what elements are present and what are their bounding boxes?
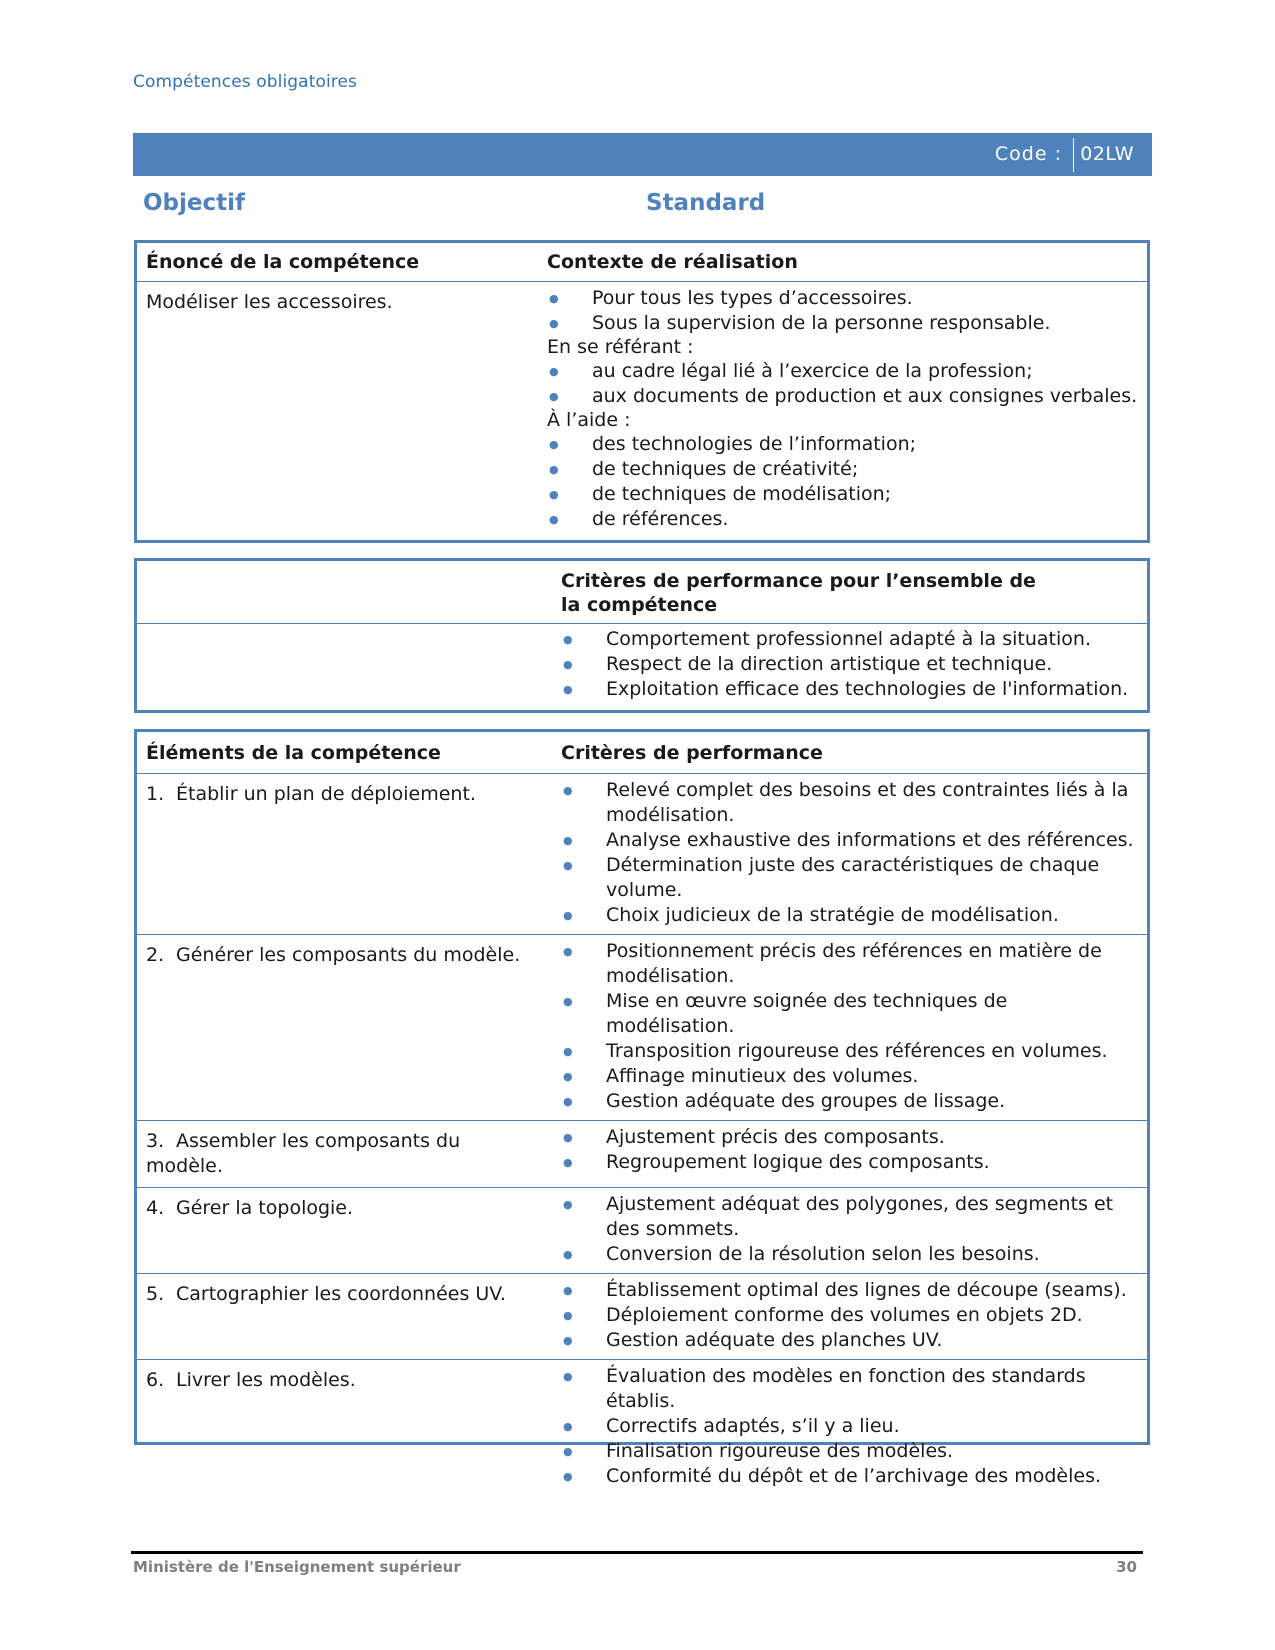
- enonce-text: Modéliser les accessoires.: [146, 291, 393, 313]
- criteria-cell: [547, 1274, 1147, 1359]
- list-item: ● Ajustement adéquat des polygones, des segments et des sommets.: [561, 1192, 1141, 1242]
- running-header-title: Compétences obligatoires: [133, 72, 358, 92]
- empty-cell: [137, 561, 547, 623]
- element-cell: [137, 774, 547, 934]
- element-cell: [137, 935, 547, 1120]
- ensemble-header: Critères de performance pour l’ensemble de la compétence: [561, 570, 1036, 616]
- page-number: 30: [1116, 1558, 1137, 1576]
- element-text: Cartographier les coordonnées UV.: [176, 1283, 506, 1305]
- list-item: ● Relevé complet des besoins et des contraintes liés à la modélisation.: [561, 778, 1141, 828]
- footer-publisher: Ministère de l'Enseignement supérieur: [133, 1558, 461, 1576]
- list-item: ● Regroupement logique des composants.: [561, 1150, 1141, 1175]
- contexte-list-1: [547, 286, 1141, 336]
- element-cell: [137, 1188, 547, 1273]
- list-item: ● Mise en œuvre soignée des techniques de modélisation.: [561, 989, 1141, 1039]
- table-row: [137, 1359, 1147, 1495]
- criteria-cell: [547, 774, 1147, 934]
- element-text: Gérer la topologie.: [176, 1197, 354, 1219]
- list-item: ● aux documents de production et aux consignes verbales.: [547, 384, 1141, 409]
- element-number: 4.: [146, 1197, 165, 1219]
- list-item: ● Évaluation des modèles en fonction des standards établis.: [561, 1364, 1141, 1414]
- element-text: Livrer les modèles.: [176, 1369, 356, 1391]
- criteria-cell: [547, 1188, 1147, 1273]
- list-item: ● Pour tous les types d’accessoires.: [547, 286, 1141, 311]
- criteria-list: [561, 1364, 1141, 1489]
- contexte-cell: [547, 282, 1147, 538]
- table-row: [137, 1187, 1147, 1273]
- table-row: [137, 773, 1147, 934]
- elements-table: [134, 729, 1150, 1487]
- list-item: ● Correctifs adaptés, s’il y a lieu.: [561, 1414, 1141, 1439]
- ensemble-table: [134, 558, 1150, 713]
- contexte-label-referant: En se référant :: [547, 336, 694, 358]
- list-item: ● de références.: [547, 507, 1141, 532]
- code-separator: [1073, 138, 1074, 172]
- list-item: ● Détermination juste des caractéristiques de chaque volume.: [561, 853, 1141, 903]
- element-text: Établir un plan de déploiement.: [176, 783, 476, 805]
- empty-cell: [137, 624, 547, 708]
- criteria-cell: [547, 935, 1147, 1120]
- element-cell: [137, 1274, 547, 1359]
- list-item: ● Analyse exhaustive des informations et des références.: [561, 828, 1141, 853]
- ensemble-criteria-cell: [547, 624, 1147, 708]
- criteria-list: [561, 1278, 1141, 1353]
- criteria-list: [561, 939, 1141, 1114]
- ensemble-table-body: [137, 623, 1147, 708]
- code-bar: [133, 133, 1152, 176]
- list-item: ● Sous la supervision de la personne responsable.: [547, 311, 1141, 336]
- enonce-header: Énoncé de la compétence: [146, 251, 420, 273]
- enonce-table-header: [137, 243, 1147, 281]
- table-row: [137, 1120, 1147, 1187]
- list-item: ● Affinage minutieux des volumes.: [561, 1064, 1141, 1089]
- contexte-list-3: [547, 432, 1141, 532]
- criteres-header: Critères de performance: [561, 742, 823, 764]
- list-item: ● Ajustement précis des composants.: [561, 1125, 1141, 1150]
- element-text: Assembler les composants du modèle.: [146, 1130, 461, 1177]
- list-item: ● Conformité du dépôt et de l’archivage des modèles.: [561, 1464, 1141, 1489]
- section-title-objectif: Objectif: [143, 190, 246, 216]
- list-item: ● Comportement professionnel adapté à la situation.: [561, 627, 1141, 652]
- enonce-table: [134, 240, 1150, 543]
- list-item: ● Conversion de la résolution selon les besoins.: [561, 1242, 1141, 1267]
- element-number: 3.: [146, 1130, 165, 1152]
- criteria-list: [561, 1125, 1141, 1175]
- list-item: ● des technologies de l’information;: [547, 432, 1141, 457]
- elements-table-header: [137, 732, 1147, 773]
- element-number: 5.: [146, 1283, 165, 1305]
- criteria-list: [561, 778, 1141, 928]
- list-item: ● au cadre légal lié à l’exercice de la profession;: [547, 359, 1141, 384]
- contexte-label-aide: À l’aide :: [547, 409, 631, 431]
- element-number: 1.: [146, 783, 165, 805]
- enonce-table-body: [137, 281, 1147, 538]
- list-item: ● Établissement optimal des lignes de découpe (seams).: [561, 1278, 1141, 1303]
- criteria-list: [561, 1192, 1141, 1267]
- code-value: 02LW: [1080, 143, 1134, 165]
- element-number: 6.: [146, 1369, 165, 1391]
- contexte-header: Contexte de réalisation: [547, 251, 798, 273]
- list-item: ● Gestion adéquate des planches UV.: [561, 1328, 1141, 1353]
- list-item: ● de techniques de créativité;: [547, 457, 1141, 482]
- list-item: ● Choix judicieux de la stratégie de modélisation.: [561, 903, 1141, 928]
- table-row: [137, 934, 1147, 1120]
- list-item: ● Gestion adéquate des groupes de lissage.: [561, 1089, 1141, 1114]
- list-item: ● Respect de la direction artistique et technique.: [561, 652, 1141, 677]
- element-cell: [137, 1360, 547, 1495]
- element-cell: [137, 1121, 547, 1187]
- ensemble-table-header: [137, 561, 1147, 623]
- list-item: ● de techniques de modélisation;: [547, 482, 1141, 507]
- list-item: ● Positionnement précis des références en matière de modélisation.: [561, 939, 1141, 989]
- ensemble-criteria-list: [561, 627, 1141, 702]
- criteria-cell: [547, 1121, 1147, 1187]
- criteria-cell: [547, 1360, 1147, 1495]
- list-item: ● Exploitation efficace des technologies de l'information.: [561, 677, 1141, 702]
- code-label: Code :: [994, 143, 1062, 165]
- list-item: ● Transposition rigoureuse des références en volumes.: [561, 1039, 1141, 1064]
- element-text: Générer les composants du modèle.: [176, 944, 521, 966]
- elements-header: Éléments de la compétence: [146, 742, 441, 764]
- list-item: ● Déploiement conforme des volumes en objets 2D.: [561, 1303, 1141, 1328]
- contexte-list-2: [547, 359, 1141, 409]
- list-item: ● Finalisation rigoureuse des modèles.: [561, 1439, 1141, 1464]
- element-number: 2.: [146, 944, 165, 966]
- section-title-standard: Standard: [646, 190, 766, 216]
- footer-divider: [131, 1551, 1143, 1554]
- table-row: [137, 1273, 1147, 1359]
